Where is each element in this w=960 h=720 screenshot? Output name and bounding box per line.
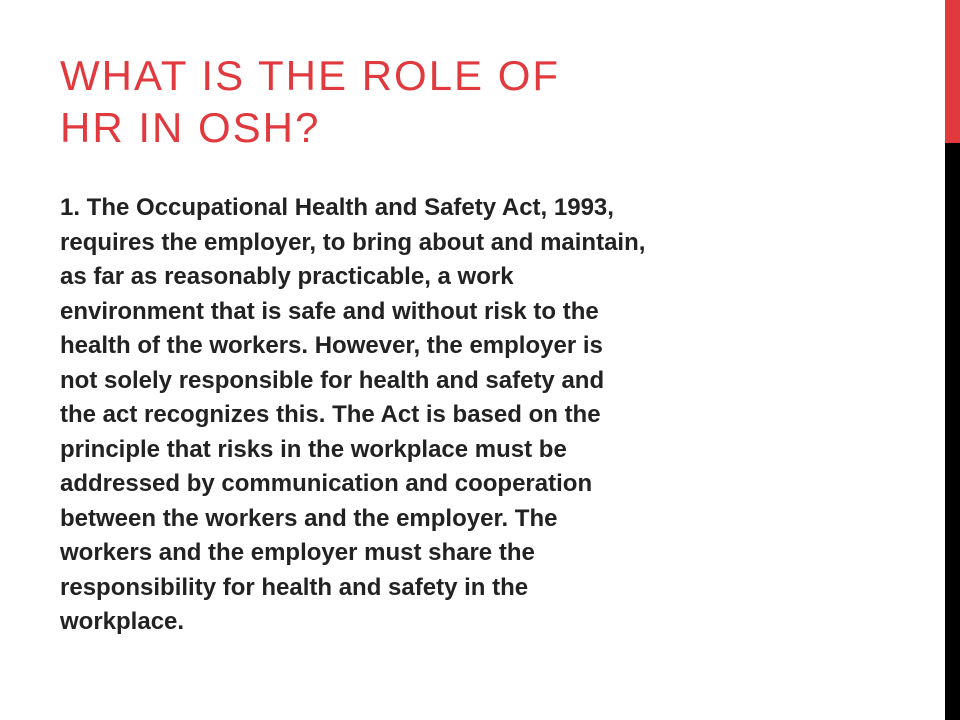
body-line: addressed by communication and cooperation [60, 470, 593, 497]
accent-bar-dark [945, 143, 960, 720]
body-line: environment that is safe and without risk to the [60, 297, 599, 325]
body-line: as far as reasonably practicable, a work [60, 263, 514, 290]
body-line: not solely responsible for health and safety and [60, 366, 605, 394]
body-line: health of the workers. However, the employer is [60, 332, 603, 359]
body-line: principle that risks in the workplace must be [60, 435, 567, 463]
slide-body [60, 191, 890, 640]
body-line: workers and the employer must share the [60, 539, 535, 566]
body-line: workplace. [60, 608, 185, 635]
body-line: requires the employer, to bring about and maintain, [60, 228, 646, 256]
title-line: WHAT IS THE ROLE OF [60, 52, 561, 99]
body-line: between the workers and the employer. The [60, 504, 558, 532]
body-line: responsibility for health and safety in the [60, 573, 529, 601]
body-line: 1. The Occupational Health and Safety Act, 1993, [60, 194, 614, 221]
slide-title [60, 50, 880, 154]
title-line: HR IN OSH? [60, 104, 321, 151]
body-line: the act recognizes this. The Act is based on the [60, 401, 601, 428]
accent-bar-red [945, 0, 960, 143]
